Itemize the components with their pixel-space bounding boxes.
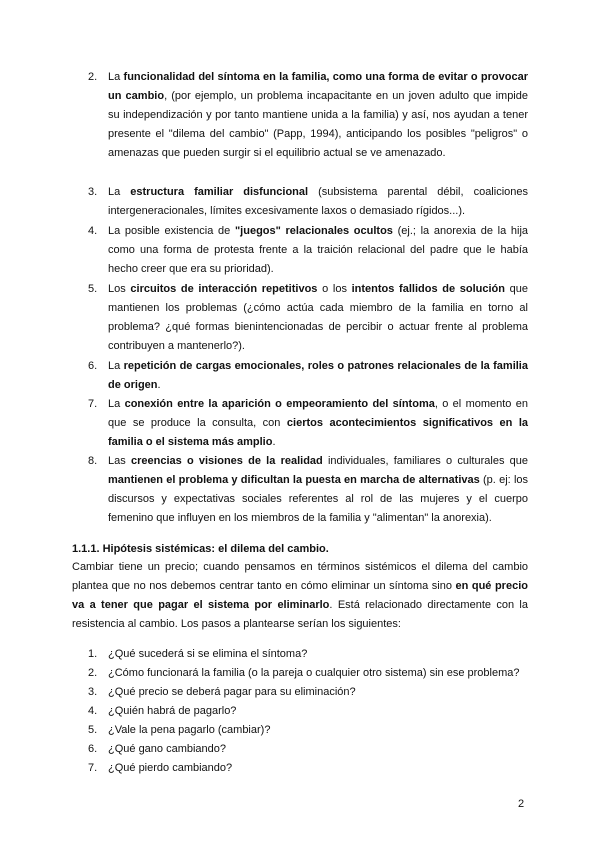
page-number: 2 [518,798,525,810]
question-item: ¿Qué pierdo cambiando? [108,762,233,774]
question-item: ¿Vale la pena pagarlo (cambiar)? [108,724,271,736]
list-number: 3. [88,186,98,198]
question-number: 6. [88,743,98,755]
question-number: 1. [88,648,98,660]
question-number: 4. [88,705,98,717]
question-item: ¿Qué precio se deberá pagar para su eliminación? [108,686,356,698]
question-item: ¿Quién habrá de pagarlo? [108,705,237,717]
list-number: 7. [88,398,98,410]
section-heading: 1.1.1. Hipótesis sistémicas: el dilema del cambio. [72,543,329,555]
list-number: 8. [88,455,98,467]
list-item: La estructura familiar disfuncional (subsistema parental débil, coaliciones intergeneracionales, límites excesivamente laxos o demasiado rígidos...). [108,186,528,218]
question-number: 2. [88,667,98,679]
list-number: 2. [88,71,98,83]
question-number: 7. [88,762,98,774]
question-item: ¿Qué sucederá si se elimina el síntoma? [108,648,308,660]
body-paragraph: Cambiar tiene un precio; cuando pensamos en términos sistémicos el dilema del cambio plantea que no nos debemos centrar tanto en cómo eliminar un síntoma sino en qué precio va a tener que pagar el sistema por eliminarlo. Está relacionado directamente con la resistencia al cambio. Los pasos a plantearse serían los siguientes: [72,561,528,631]
list-item: Las creencias o visiones de la realidad individuales, familiares o culturales que mantienen el problema y dificultan la puesta en marcha de alternativas (p. ej: los discursos y expectativas sociales referentes al rol de las mujeres y el cuerpo femenino que influyen en los miembros de la familia y "alimentan" la anorexia). [108,455,529,525]
list-item: La funcionalidad del síntoma en la familia, como una forma de evitar o provocar un cambio, (por ejemplo, un problema incapacitante en un joven adulto que impide su independización y por tanto mantiene unida a la familia) y así, nos ayudan a tener presente el "dilema del cambio" (Papp, 1994), anticipando los posibles "peligros" o amenazas que pueden surgir si el equilibrio actual se ve amenazado. [108,71,528,160]
list-item: La posible existencia de "juegos" relacionales ocultos (ej.; la anorexia de la hija como una forma de protesta frente a la traición relacional del padre que le había hecho creer que era su prioridad). [108,225,529,276]
question-item: ¿Qué gano cambiando? [108,743,227,755]
question-item: ¿Cómo funcionará la familia (o la pareja o cualquier otro sistema) sin ese problema? [108,667,520,679]
list-item: La conexión entre la aparición o empeoramiento del síntoma, o el momento en que se produce la consulta, con ciertos acontecimientos significativos en la familia o el sistema más amplio. [108,398,528,449]
question-number: 3. [88,686,98,698]
list-number: 4. [88,225,98,237]
list-number: 6. [88,360,98,372]
list-item: La repetición de cargas emocionales, roles o patrones relacionales de la familia de origen. [108,360,528,392]
list-item: Los circuitos de interacción repetitivos o los intentos fallidos de solución que mantienen los problemas (¿cómo actúa cada miembro de la familia en torno al problema? ¿qué formas bienintencionadas de percibir o actuar frente al problema contribuyen a mantenerlo?). [108,283,528,353]
list-number: 5. [88,283,98,295]
question-number: 5. [88,724,98,736]
